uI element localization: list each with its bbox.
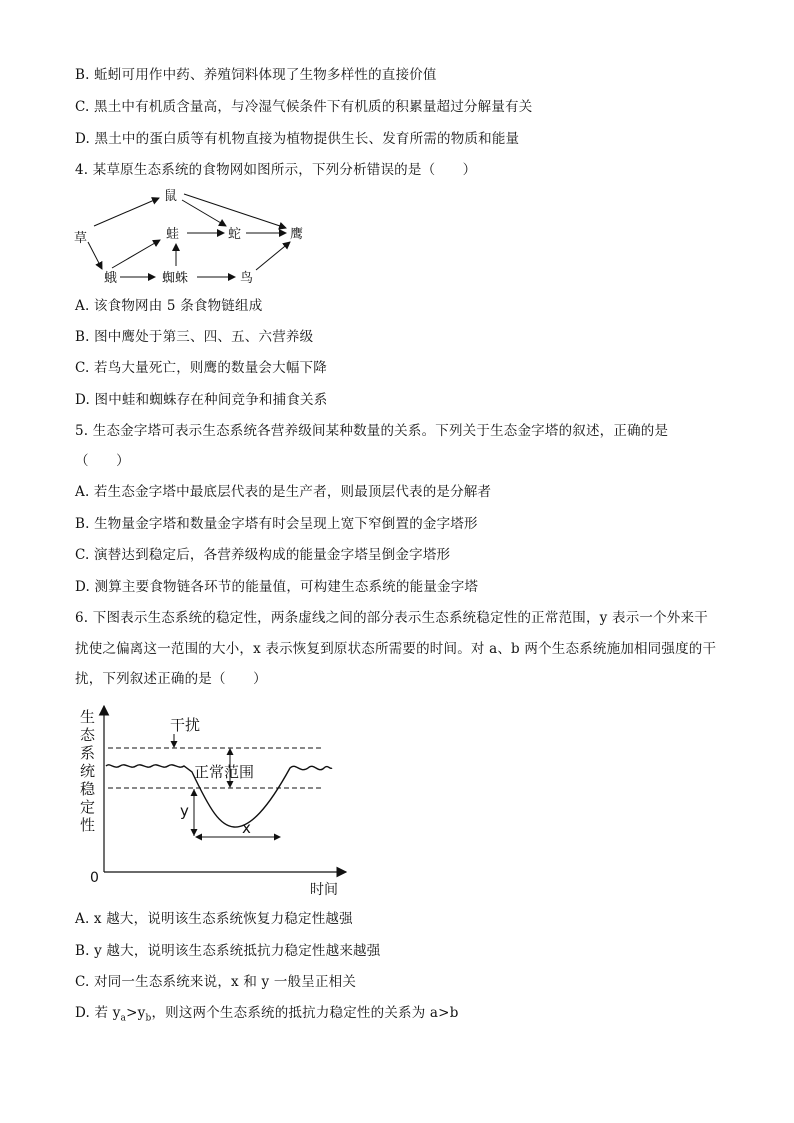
y-axis-label	[80, 708, 96, 834]
arrow-bird-eagle	[256, 242, 290, 270]
svg-text:态: 态	[80, 726, 96, 744]
y-label: y	[180, 802, 189, 820]
svg-text:性: 性	[80, 816, 96, 834]
node-grass: 草	[74, 231, 88, 246]
node-moth: 蛾	[104, 271, 118, 286]
q5-option-b: B. 生物量金字塔和数量金字塔有时会呈现上宽下窄倒置的金字塔形	[75, 516, 478, 532]
disturbance-label: 干扰	[170, 716, 201, 734]
q4-option-b: B. 图中鹰处于第三、四、五、六营养级	[75, 329, 314, 345]
arrow-mouse-eagle	[184, 194, 286, 228]
normal-range-label: 正常范围	[194, 763, 255, 781]
origin-label: 0	[90, 870, 99, 886]
svg-text:稳: 稳	[80, 780, 96, 798]
q5-stem-line1: 5. 生态金字塔可表示生态系统各营养级间某种数量的关系。下列关于生态金字塔的叙述，正确的是	[75, 423, 669, 439]
arrow-mouse-snake	[182, 200, 226, 226]
q5-option-a: A. 若生态金字塔中最底层代表的是生产者，则最顶层代表的是分解者	[75, 484, 492, 500]
q6-option-c: C. 对同一生态系统来说，x 和 y 一般呈正相关	[75, 974, 357, 990]
q4-option-c: C. 若鸟大量死亡，则鹰的数量会大幅下降	[75, 360, 327, 376]
node-snake: 蛇	[228, 227, 242, 242]
svg-text:系: 系	[80, 744, 96, 762]
node-frog: 蛙	[166, 227, 180, 242]
stability-graph	[70, 700, 360, 900]
q4-stem: 4. 某草原生态系统的食物网如图所示，下列分析错误的是（ ）	[75, 162, 477, 178]
q6-stem-line1: 6. 下图表示生态系统的稳定性，两条虚线之间的部分表示生态系统稳定性的正常范围，y 表示一个外来干	[75, 610, 708, 626]
q5-stem-line2: （ ）	[75, 453, 130, 469]
x-label: x	[242, 819, 251, 837]
q4-option-d: D. 图中蛙和蜘蛛存在种间竞争和捕食关系	[75, 392, 328, 408]
q4-option-a: A. 该食物网由 5 条食物链组成	[75, 298, 263, 314]
q3-option-c: C. 黑土中有机质含量高，与冷湿气候条件下有机质的积累量超过分解量有关	[75, 99, 533, 115]
node-bird: 鸟	[240, 271, 254, 286]
q3-option-b: B. 蚯蚓可用作中药、养殖饲料体现了生物多样性的直接价值	[75, 67, 437, 83]
q6-option-b: B. y 越大，说明该生态系统抵抗力稳定性越来越强	[75, 943, 381, 959]
node-spider: 蜘蛛	[162, 271, 189, 286]
q5-option-c: C. 演替达到稳定后，各营养级构成的能量金字塔呈倒金字塔形	[75, 547, 451, 563]
q6-stem-line2: 扰使之偏离这一范围的大小，x 表示恢复到原状态所需要的时间。对 a、b 两个生态系统施加相同强度的干	[75, 641, 717, 657]
svg-text:统: 统	[80, 762, 96, 780]
x-axis-label: 时间	[310, 882, 338, 898]
q6-stem-line3: 扰，下列叙述正确的是（ ）	[75, 671, 267, 687]
food-web-diagram	[60, 182, 330, 292]
node-eagle: 鹰	[290, 227, 304, 242]
svg-text:生: 生	[80, 708, 96, 726]
q6-option-d: D. 若 $y_a>y_b$，则这两个生态系统的抵抗力稳定性的关系为 a>b	[75, 1005, 459, 1024]
arrow-grass-moth	[88, 242, 102, 269]
q6-option-a: A. x 越大，说明该生态系统恢复力稳定性越强	[75, 911, 353, 927]
svg-text:定: 定	[80, 798, 96, 816]
q5-option-d: D. 测算主要食物链各环节的能量值，可构建生态系统的能量金字塔	[75, 579, 479, 595]
node-mouse: 鼠	[164, 189, 178, 204]
q3-option-d: D. 黑土中的蛋白质等有机物直接为植物提供生长、发育所需的物质和能量	[75, 131, 520, 147]
arrow-grass-mouse	[94, 198, 159, 226]
arrow-moth-frog	[112, 240, 160, 268]
